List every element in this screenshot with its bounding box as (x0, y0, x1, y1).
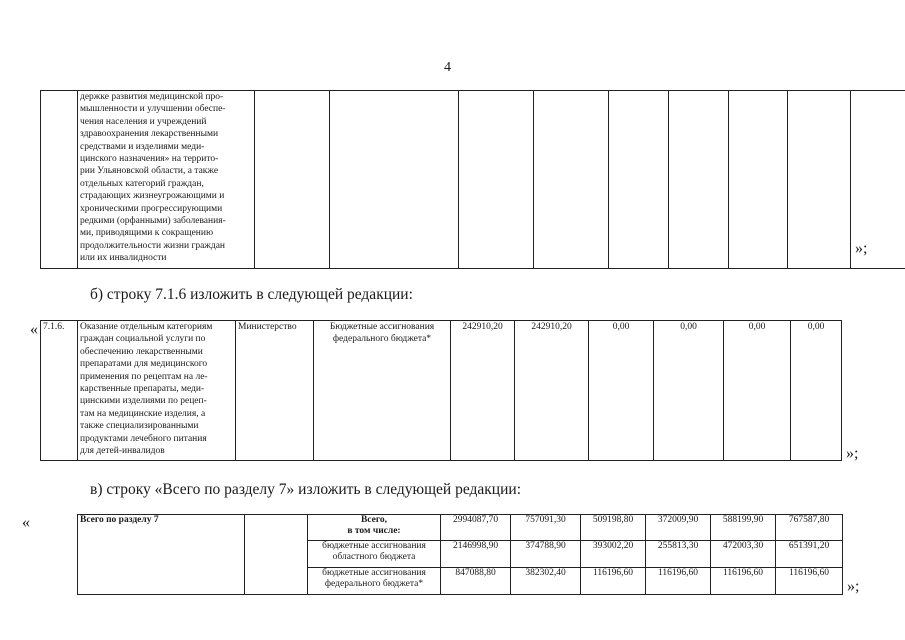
description-line: цинскими изделиями по рецеп- (80, 396, 207, 407)
label-line: областного бюджета (332, 552, 416, 562)
description-line: для детей-инвалидов (80, 446, 165, 457)
description-line: карственные препараты, меди- (80, 384, 205, 395)
value-cell: 242910,20 (515, 321, 589, 461)
description-line: чения населения и учреждений (80, 116, 207, 127)
label-line: в том числе: (347, 526, 401, 536)
value-cell: 651391,20 (776, 541, 843, 568)
section-title: Всего по разделу 7 (78, 515, 245, 595)
row-716-table (40, 320, 842, 461)
row-label (308, 568, 441, 595)
value-cell (609, 91, 669, 269)
table-row (78, 515, 843, 541)
page-number: 4 (444, 60, 451, 75)
source-cell (314, 321, 451, 461)
description-line: Оказание отдельным категориям (80, 322, 213, 332)
value-cell: 372009,90 (646, 515, 711, 541)
value-cell: 374788,90 (511, 541, 581, 568)
value-cell: 0,00 (724, 321, 791, 461)
value-cell: 242910,20 (451, 321, 515, 461)
instruction-b: б) строку 7.1.6 изложить в следующей редакции: (90, 286, 413, 303)
value-cell: 472003,30 (711, 541, 776, 568)
executor-cell: Министерство (236, 321, 314, 461)
description-cell (78, 321, 236, 461)
closing-quote: »; (846, 445, 859, 462)
number-cell (41, 91, 78, 269)
value-cell: 509198,80 (581, 515, 646, 541)
row-label (308, 541, 441, 568)
description-line: обеспечению лекарственными (80, 346, 203, 357)
description-line: отдельных категорий граждан, (80, 178, 204, 189)
value-cell (459, 91, 534, 269)
description-line: продуктами лечебного питания (80, 433, 207, 444)
value-cell: 0,00 (791, 321, 842, 461)
value-cell: 0,00 (589, 321, 654, 461)
description-line: применения по рецептам на ле- (80, 371, 208, 382)
value-cell (788, 91, 851, 269)
description-line: граждан социальной услуги по (80, 334, 206, 345)
value-cell: 757091,30 (511, 515, 581, 541)
value-cell (534, 91, 609, 269)
row-number: 7.1.6. (41, 321, 78, 461)
description-line: хроническими прогрессирующими (80, 203, 223, 214)
instruction-c: в) строку «Всего по разделу 7» изложить в следующей редакции: (90, 481, 521, 498)
closing-quote: »; (855, 240, 868, 257)
label-line: федерального бюджета* (324, 579, 424, 589)
row-label (308, 515, 441, 541)
value-cell: 847088,80 (441, 568, 511, 595)
value-cell (669, 91, 729, 269)
section-7-total-table (77, 514, 843, 595)
value-cell: 0,00 (654, 321, 724, 461)
value-cell: 2146998,90 (441, 541, 511, 568)
description-line: держке развития медицинской про- (80, 92, 224, 102)
opening-quote: « (22, 514, 30, 531)
value-cell: 588199,90 (711, 515, 776, 541)
value-cell: 116196,60 (581, 568, 646, 595)
description-line: препаратами для медицинского (80, 359, 208, 370)
description-line: или их инвалидности (80, 253, 167, 264)
description-line: рии Ульяновской области, а также (80, 166, 219, 177)
description-line: средствами и изделиями меди- (80, 141, 205, 152)
description-line: мышленности и улучшении обеспе- (80, 104, 226, 115)
value-cell: 382302,40 (511, 568, 581, 595)
value-cell: 393002,20 (581, 541, 646, 568)
description-line: ми, приводящими к сокращению (80, 228, 214, 239)
closing-quote: »; (847, 578, 860, 595)
source-line: федерального бюджета* (332, 334, 432, 345)
description-line: редкими (орфанными) заболевания- (80, 216, 226, 227)
label-line: бюджетные ассигнования (322, 541, 426, 551)
value-cell (729, 91, 788, 269)
value-cell: 255813,30 (646, 541, 711, 568)
value-cell: 116196,60 (646, 568, 711, 595)
description-line: страдающих жизнеугрожающими и (80, 191, 225, 202)
executor-cell (245, 515, 308, 595)
label-line: бюджетные ассигнования (322, 568, 426, 578)
description-line: цинского назначения» на террито- (80, 154, 219, 165)
description-line: также специализированными (80, 421, 199, 432)
description-line: здравоохранения лекарственными (80, 129, 219, 140)
value-cell: 116196,60 (711, 568, 776, 595)
value-cell: 2994087,70 (441, 515, 511, 541)
executor-cell (255, 91, 330, 269)
description-line: продолжительности жизни граждан (80, 240, 226, 251)
continuation-table (40, 90, 905, 269)
opening-quote: « (30, 321, 38, 338)
label-line: Всего, (360, 515, 388, 525)
description-cell (78, 91, 255, 269)
value-cell: 116196,60 (776, 568, 843, 595)
source-cell (330, 91, 459, 269)
value-cell: 767587,80 (776, 515, 843, 541)
source-line: Бюджетные ассигнования (329, 322, 435, 332)
description-line: там на медицинские изделия, а (80, 408, 206, 419)
